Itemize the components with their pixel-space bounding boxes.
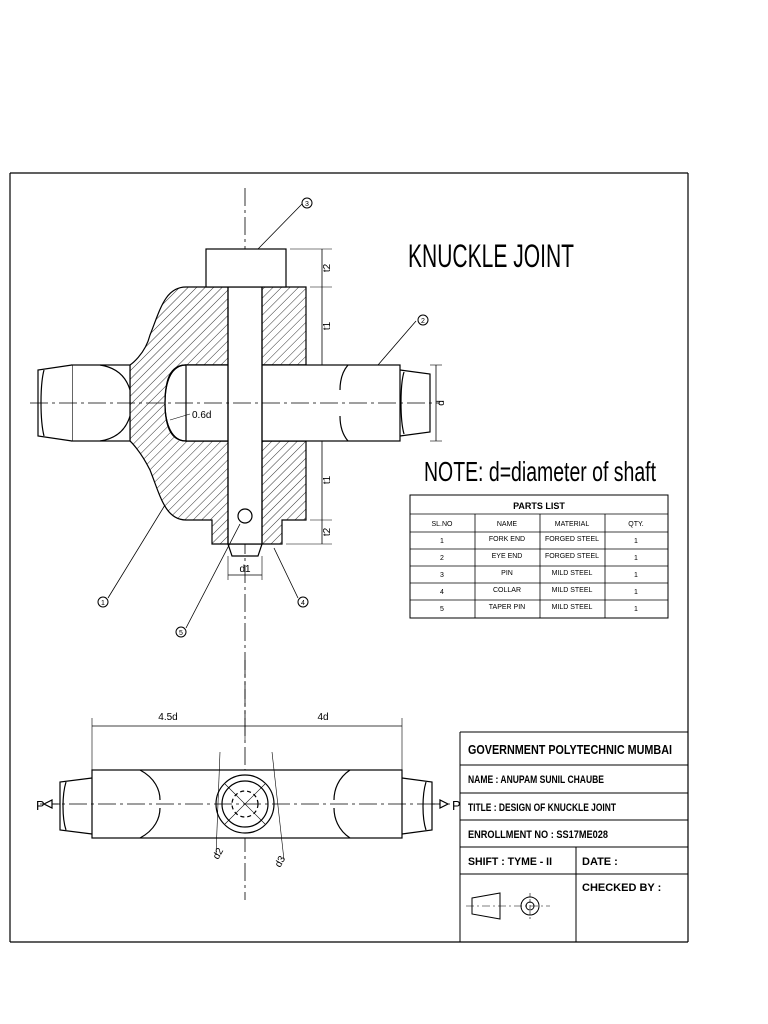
col-qty: QTY.: [628, 521, 644, 528]
dim-0-6d: 0.6d: [192, 410, 212, 421]
front-view: [30, 188, 442, 720]
shift-field: SHIFT : TYME - II: [468, 856, 552, 868]
dim-t2-top: t2: [322, 263, 333, 273]
col-material: MATERIAL: [554, 521, 590, 528]
table-cell: FORGED STEEL: [544, 553, 600, 560]
table-cell: 1: [440, 538, 444, 545]
table-cell: MILD STEEL: [551, 570, 593, 577]
table-cell: MILD STEEL: [551, 604, 593, 611]
dim-t1-top: t1: [322, 321, 333, 331]
table-cell: COLLAR: [492, 587, 522, 594]
col-name: NAME: [496, 521, 518, 528]
balloon-1: 1: [101, 600, 105, 607]
balloon-2: 2: [421, 318, 425, 325]
table-cell: 1: [634, 572, 638, 579]
table-cell: EYE END: [491, 553, 523, 560]
table-cell: 1: [634, 538, 638, 545]
dim-d3: d3: [273, 854, 289, 870]
taper-pin-hole: [238, 509, 252, 523]
table-cell: 5: [440, 606, 444, 613]
dim-d1: d1: [239, 564, 251, 575]
drawing-title: KNUCKLE JOINT: [408, 238, 574, 274]
parts-list-heading: PARTS LIST: [513, 501, 565, 511]
load-left: P: [36, 798, 45, 813]
balloon-4: 4: [301, 600, 305, 607]
student-name: NAME : ANUPAM SUNIL CHAUBE: [468, 774, 604, 786]
table-cell: 4: [440, 589, 444, 596]
date-field: DATE :: [582, 856, 618, 868]
dim-d2: d2: [211, 846, 227, 862]
table-cell: 3: [440, 572, 444, 579]
col-slno: SL.NO: [431, 521, 453, 528]
table-cell: PIN: [501, 570, 513, 577]
top-view: [40, 660, 450, 900]
parts-list: [410, 495, 668, 618]
table-cell: 1: [634, 555, 638, 562]
dim-4-5d: 4.5d: [158, 712, 178, 723]
table-cell: 2: [440, 555, 444, 562]
table-cell: 1: [634, 606, 638, 613]
shaft-note: NOTE: d=diameter of shaft: [424, 456, 657, 487]
pin: [228, 287, 262, 544]
dim-t2-bottom: t2: [322, 527, 333, 537]
table-cell: MILD STEEL: [551, 587, 593, 594]
institute-name: GOVERNMENT POLYTECHNIC MUMBAI: [468, 742, 672, 757]
balloon-5: 5: [179, 630, 183, 637]
dim-d: d: [436, 400, 447, 406]
dim-t1-bottom: t1: [322, 475, 333, 485]
balloon-3: 3: [305, 201, 309, 208]
dim-4d: 4d: [317, 712, 329, 723]
load-right: P: [452, 798, 461, 813]
drawing-title-field: TITLE : DESIGN OF KNUCKLE JOINT: [468, 802, 617, 814]
table-cell: 1: [634, 589, 638, 596]
table-cell: FORK END: [488, 536, 526, 543]
enrollment-number: ENROLLMENT NO : SS17ME028: [468, 829, 608, 841]
table-cell: TAPER PIN: [488, 604, 526, 611]
pin-head: [206, 249, 286, 287]
table-cell: FORGED STEEL: [544, 536, 600, 543]
checked-by-field: CHECKED BY :: [582, 882, 662, 894]
